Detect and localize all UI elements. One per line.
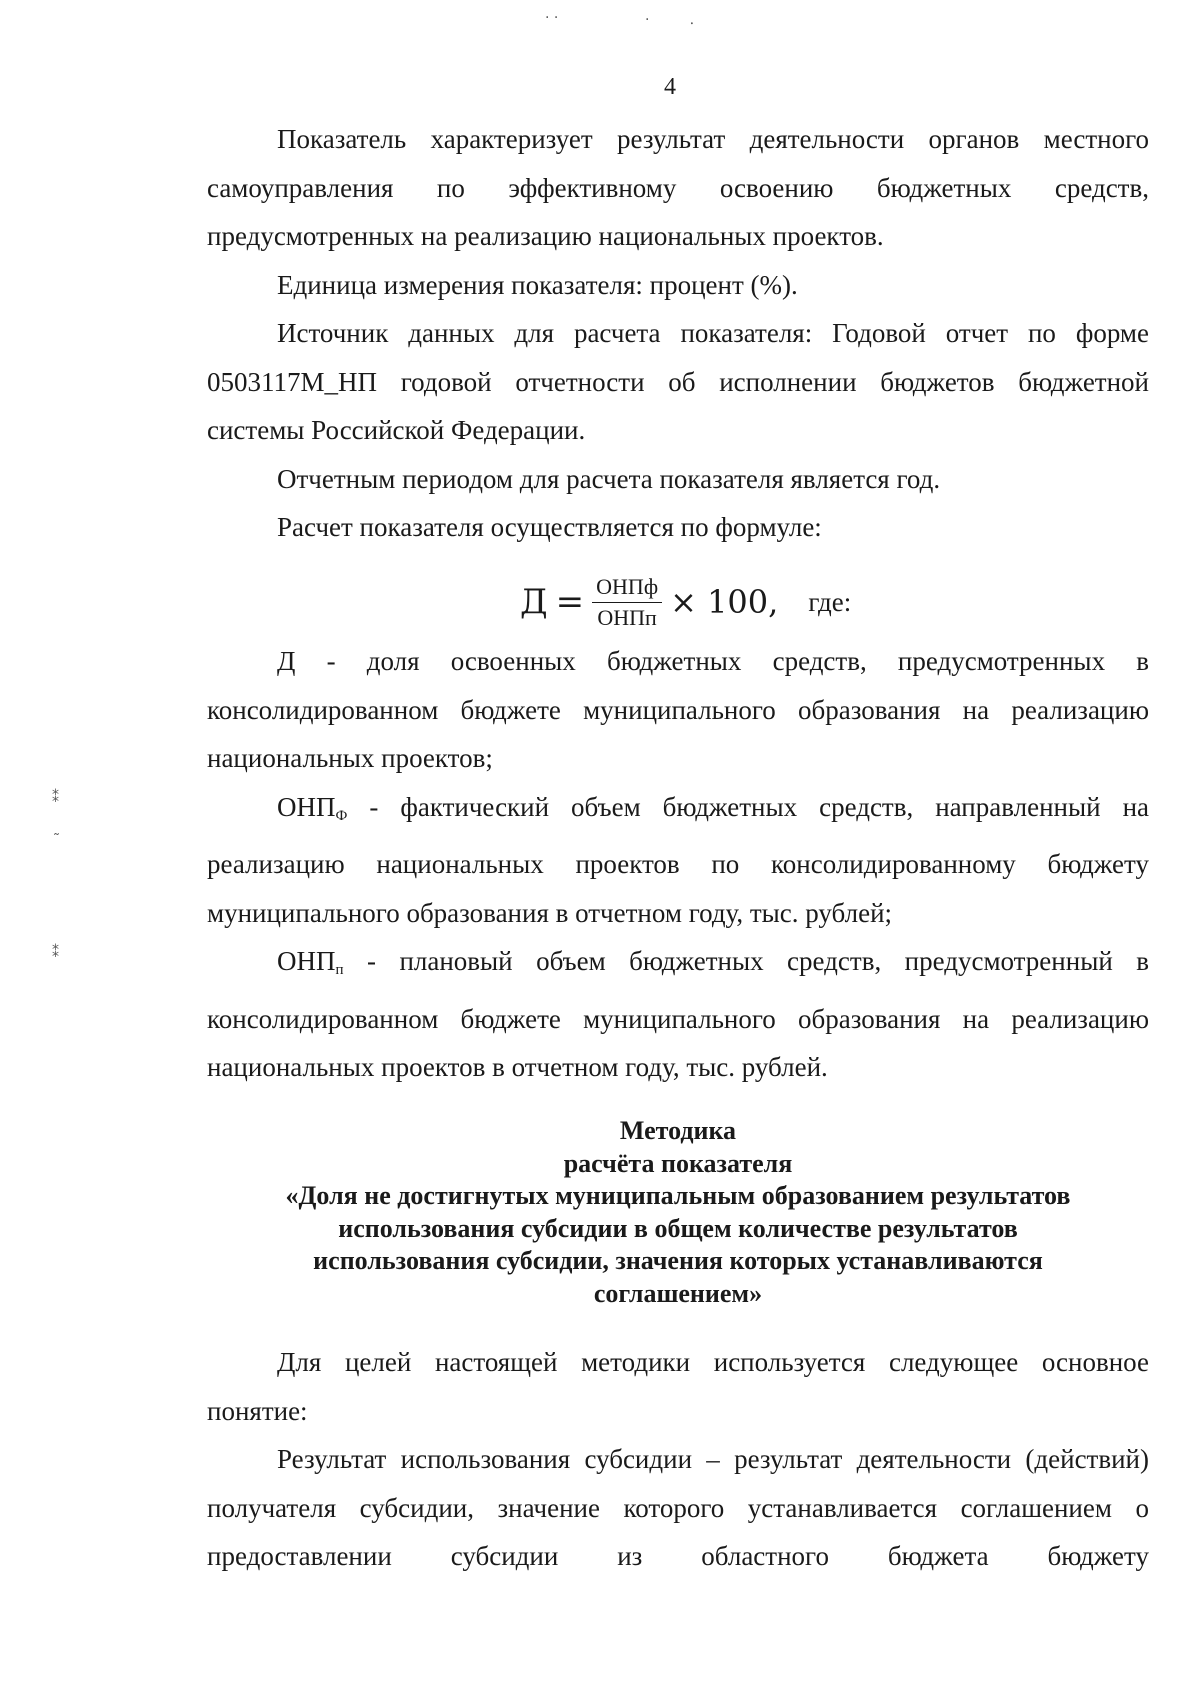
paragraph-indicator-description: Показатель характеризует результат деятельности органов местного самоуправления по эффективному освоению бюджетных средств, предусмотренных на реализацию национальных проектов. [207, 124, 1149, 251]
section1-intro [207, 115, 1149, 552]
formula-equals: = [555, 582, 585, 622]
definition-onp-f-subscript: Ф [335, 807, 348, 824]
section1-definitions [207, 637, 1149, 1092]
definition-onp-p-text: - плановый объем бюджетных средств, предусмотренный в консолидированном бюджете муниципального образования на реализацию национальных проектов в отчетном году, тыс. рублей. [207, 946, 1149, 1082]
paragraph-reporting-period: Отчетным периодом для расчета показателя является год. [277, 463, 941, 494]
formula-multiplier: × 100, [670, 583, 779, 621]
heading-line-1: Методика [619, 1116, 737, 1145]
definition-onp-p-subscript: п [335, 962, 344, 978]
definition-onp-f-symbol: ОНП [277, 791, 336, 822]
formula-where: где: [808, 586, 852, 617]
heading-line-5: использования субсидии, значения которых устанавливаются [313, 1246, 1043, 1275]
formula-fraction [592, 574, 662, 631]
page-number: 4 [664, 74, 676, 100]
scan-speck: ⁑ [52, 945, 59, 961]
section2-body [207, 1338, 1149, 1581]
scan-speck: ˜ [53, 832, 60, 848]
definition-d: Д - доля освоенных бюджетных средств, предусмотренных в консолидированном бюджете муниципального образования на реализацию национальных проектов; [207, 646, 1149, 773]
heading-line-4: использования субсидии в общем количестве результатов [338, 1213, 1018, 1243]
scan-speck: ⁑ [52, 790, 59, 806]
scan-speck: ⸱ [690, 16, 694, 32]
formula-denominator: ОНПп [597, 604, 657, 630]
paragraph-formula-intro: Расчет показателя осуществляется по формуле: [277, 512, 822, 542]
definition-onp-f [207, 783, 1149, 938]
heading-line-6: соглашением» [593, 1278, 763, 1308]
formula-numerator: ОНПф [592, 574, 662, 603]
definition-onp-p [207, 937, 1149, 1092]
definition-onp-p-symbol: ОНП [277, 946, 336, 976]
formula-lhs: Д [520, 582, 548, 622]
paragraph-data-source: Источник данных для расчета показателя: Годовой отчет по форме 0503117М_НП годовой отчетности об исполнении бюджетов бюджетной системы Российской Федерации. [207, 318, 1149, 445]
paragraph-subsidy-result: Результат использования субсидии – результат деятельности (действий) получателя субсидии, значение которого устанавливается соглашением о предоставлении субсидии из областного бюджета бюджету [207, 1444, 1149, 1571]
paragraph-unit: Единица измерения показателя: процент (%). [277, 269, 798, 300]
formula [520, 567, 851, 637]
definition-onp-f-text: - фактический объем бюджетных средств, направленный на реализацию национальных проектов по консолидированному бюджету муниципального образования в отчетном году, тыс. рублей; [207, 791, 1149, 928]
methodology-heading [207, 1115, 1149, 1310]
scan-speck: · · [545, 10, 559, 26]
heading-line-3: «Доля не достигнутых муниципальным образованием результатов [285, 1181, 1071, 1210]
paragraph-main-concept: Для целей настоящей методики используется следующее основное понятие: [207, 1347, 1149, 1426]
heading-line-2: расчёта показателя [563, 1148, 793, 1178]
scan-speck: · [645, 12, 650, 28]
